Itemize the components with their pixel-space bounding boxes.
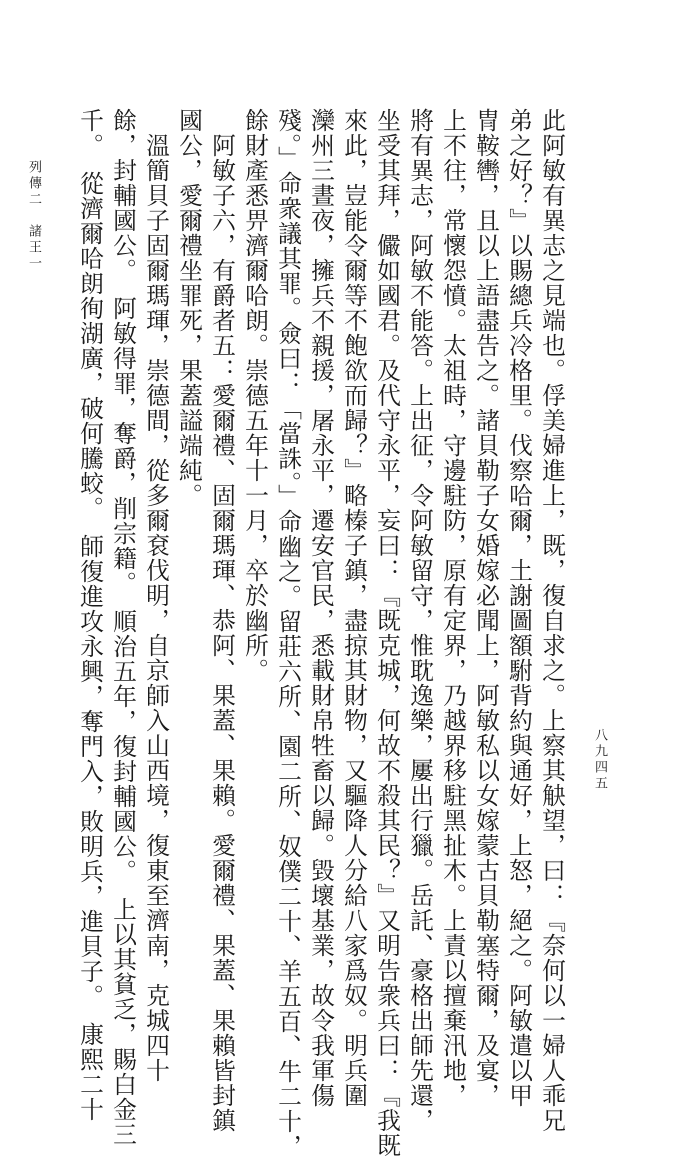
text-column: 冑鞍轡，且以上語盡告之。諸貝勒子女婚嫁必聞上，阿敏私以女嫁蒙古貝勒塞特爾，及宴，	[472, 108, 500, 1108]
text-column: 餘，封輔國公。 阿敏得罪，奪爵，削宗籍。 順治五年，復封輔國公。 上以其貧乏，賜白金三	[109, 108, 137, 1148]
text-column: 殘。」命衆議其罪。僉曰：「當誅。」命幽之。留莊六所、園二所、奴僕二十、羊五百、牛二十，	[274, 108, 302, 1159]
page-number: 八九四五	[592, 728, 607, 792]
text-column: 將有異志，阿敏不能答。上出征，令阿敏留守，惟耽逸樂，屢出行獵。岳託、豪格出師先還，	[406, 108, 434, 1133]
text-column: 千。 從濟爾哈朗徇湖廣，破何騰蛟。 師復進攻永興，奪門入，敗明兵，進貝子。 康熙二十	[76, 108, 104, 1123]
text-column: 坐受其拜，儼如國君。及代守永平，妄曰：『既克城，何故不殺其民？』又明告衆兵曰：『我既	[373, 108, 401, 1158]
text-column: 餘財產悉畀濟爾哈朗。崇德五年十一月，卒於幽所。	[241, 108, 269, 683]
text-column: 國公，愛爾禮坐罪死，果蓋謚端純。	[175, 108, 203, 508]
text-column: 溫簡貝子固爾瑪琿，崇德間，從多爾袞伐明，自京師入山西境，復東至濟南，克城四十	[142, 108, 170, 1083]
text-column: 此阿敏有異志之見端也。俘美婦進上，既，復自求之。上察其觖望，曰：『奈何以一婦人乖兄	[538, 108, 566, 1133]
text-column: 阿敏子六，有爵者五：愛爾禮、固爾瑪琿、恭阿、果蓋、果賴。愛爾禮、果蓋、果賴皆封鎮	[208, 108, 236, 1133]
text-column: 上不往，常懷怨憤。太祖時，守邊駐防，原有定界，乃越界移駐黑扯木。上責以擅棄汛地，	[439, 108, 467, 1108]
text-column: 灤州三晝夜，擁兵不親援，屠永平，遷安官民，悉載財帛牲畜以歸。毀壞基業，故令我軍傷	[307, 108, 335, 1108]
running-header: 列傳二 諸王一	[26, 160, 41, 272]
text-column: 來此，豈能令爾等不飽欲而歸？』略榛子鎮，盡掠其財物，又驅降人分給八家爲奴。明兵圍	[340, 108, 368, 1108]
text-column: 弟之好？』以賜總兵冷格里。伐察哈爾，土謝圖額駙背約與通好，上怒，絕之。阿敏遣以甲	[505, 108, 533, 1108]
